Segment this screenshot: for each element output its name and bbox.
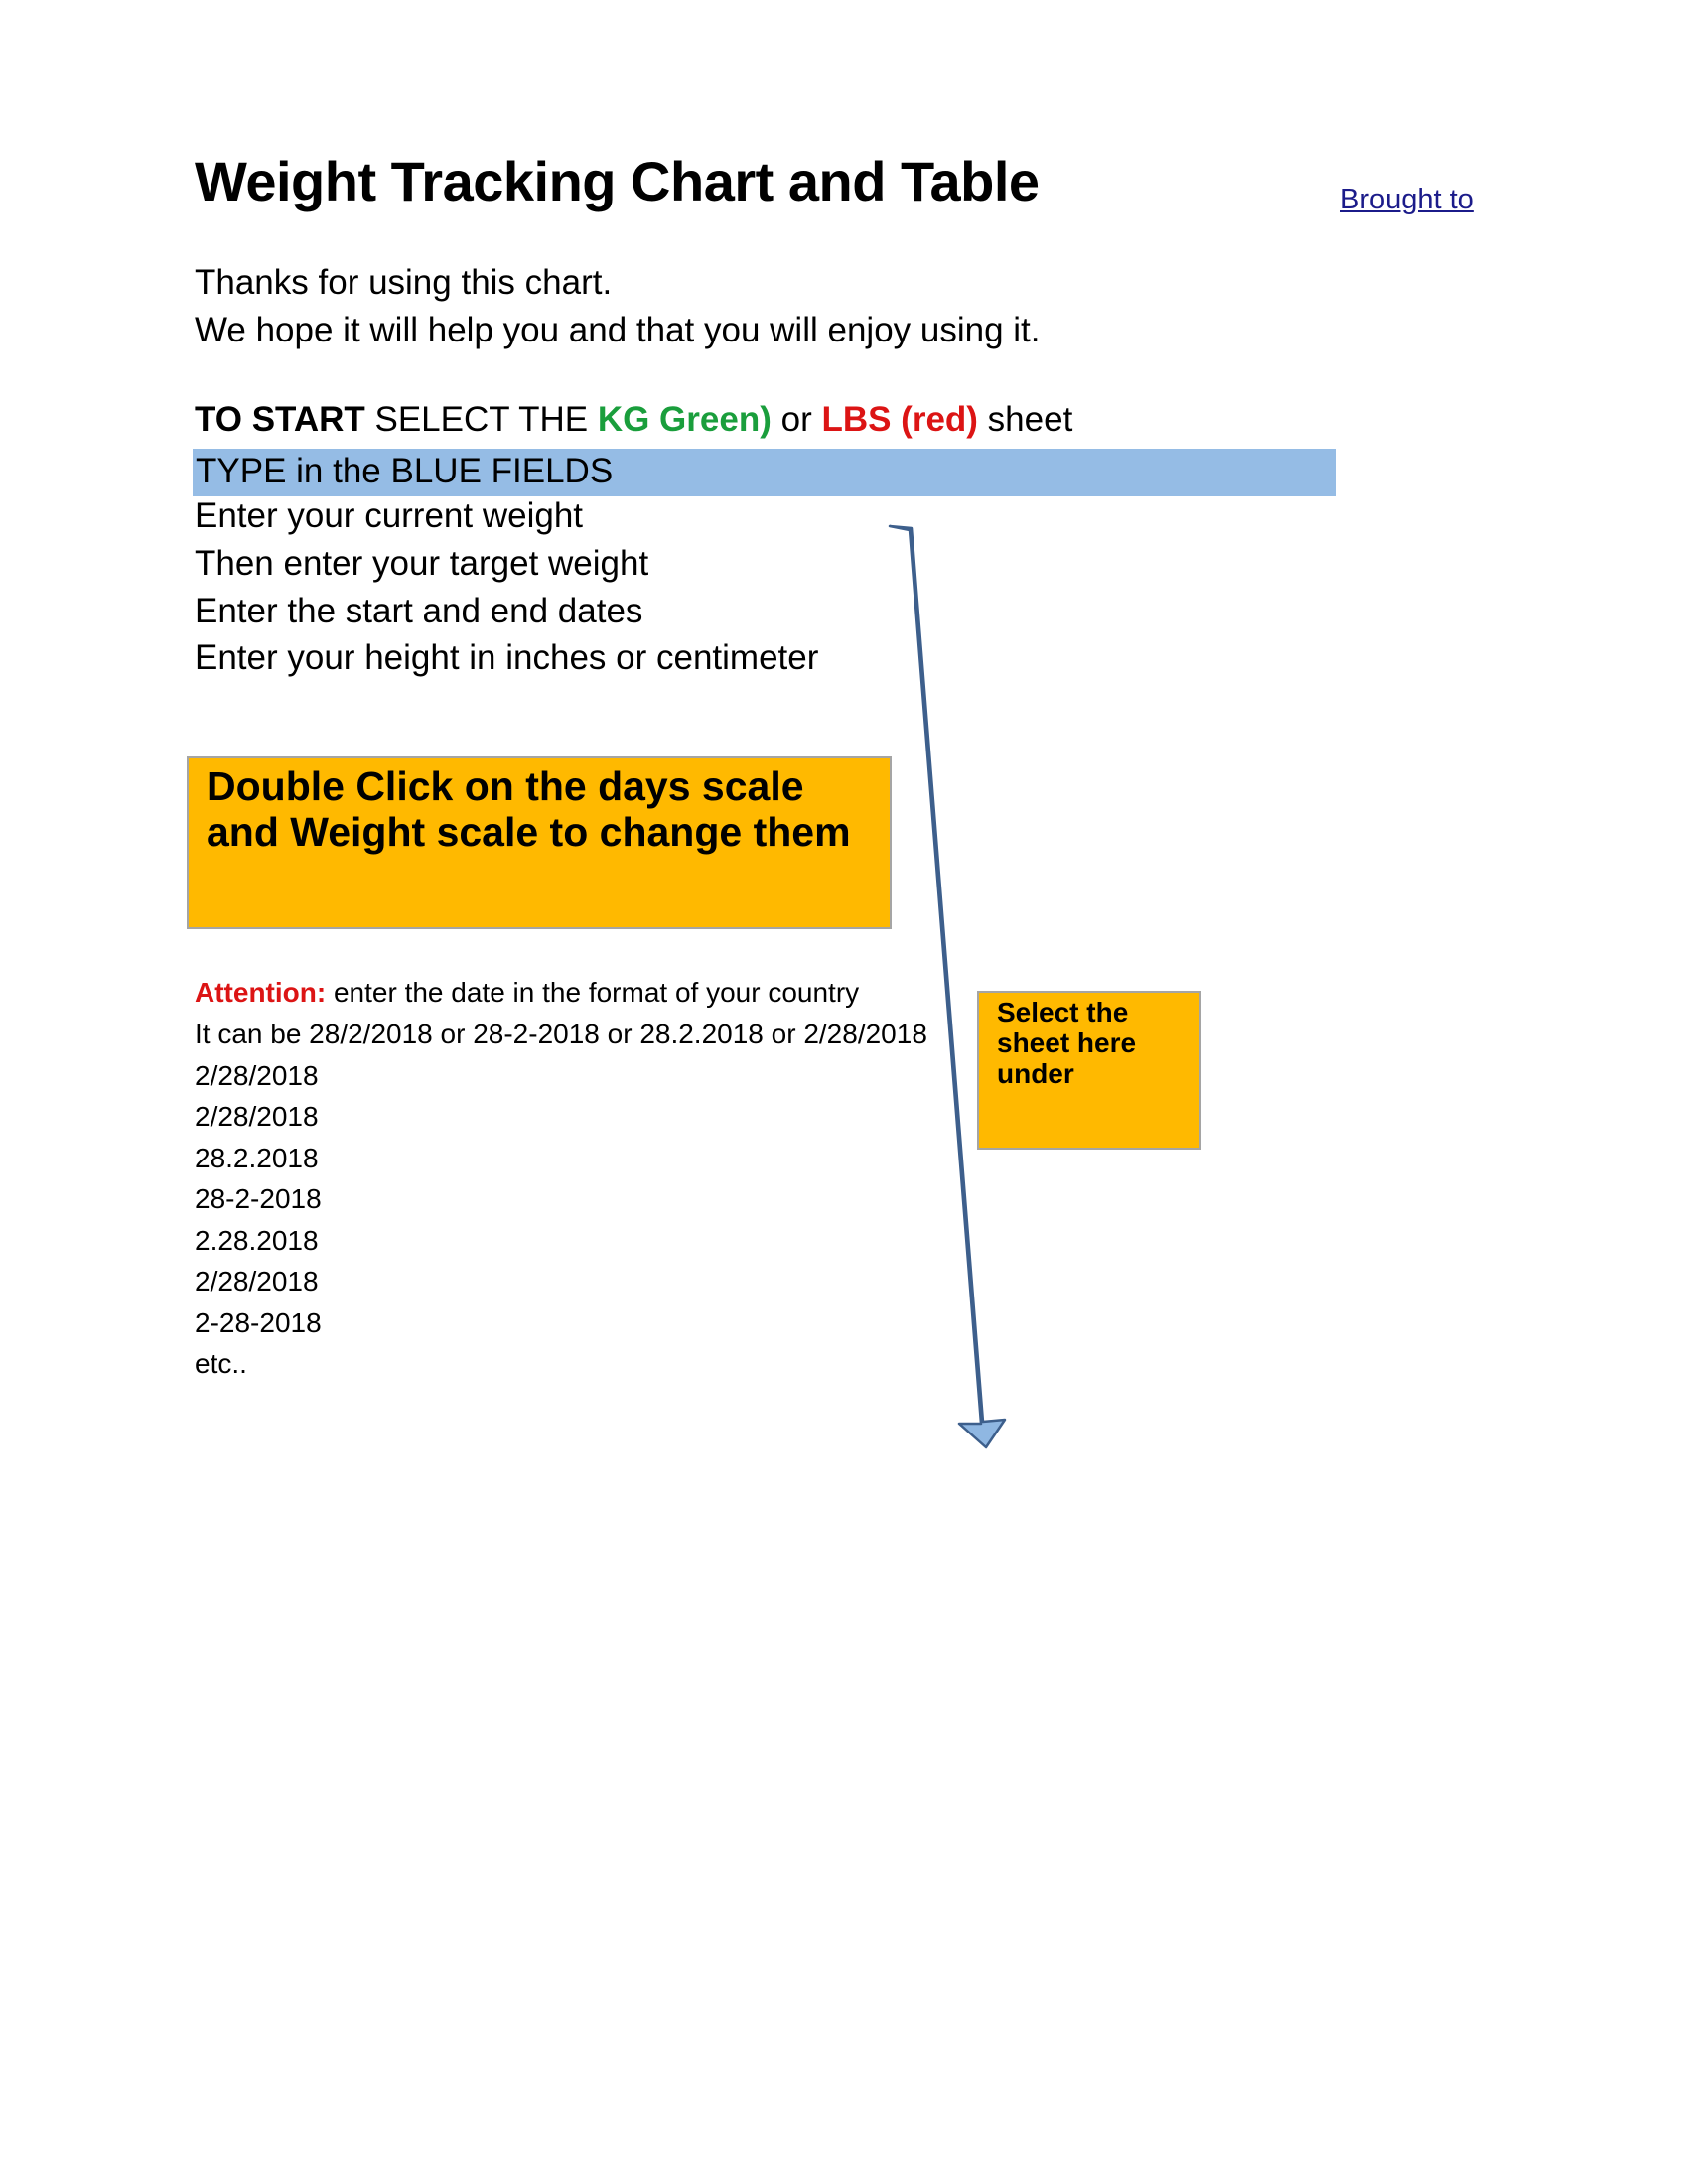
date-example-etc: etc.. — [195, 1348, 247, 1379]
step-current-weight: Enter your current weight — [195, 496, 584, 535]
kg-sheet-label: KG Green) — [597, 400, 772, 439]
arrow-down-shape — [890, 526, 1005, 1447]
date-example: 2/28/2018 — [195, 1266, 319, 1297]
start-text-2: or — [771, 400, 822, 439]
intro-line-2: We hope it will help you and that you will enjoy using it. — [195, 311, 1041, 349]
select-sheet-callout-text: Select the sheet here under — [997, 997, 1137, 1089]
attention-label: Attention: — [195, 977, 327, 1008]
select-sheet-callout — [977, 991, 1201, 1150]
scale-callout-text: Double Click on the days scale and Weight scale to change them — [207, 763, 851, 855]
date-example: 28.2.2018 — [195, 1143, 319, 1173]
date-example: 2/28/2018 — [195, 1101, 319, 1132]
intro-line-1: Thanks for using this chart. — [195, 263, 613, 302]
date-format-examples: It can be 28/2/2018 or 28-2-2018 or 28.2.2018 or 2/28/2018 — [195, 1019, 927, 1049]
start-text-1: SELECT THE — [364, 400, 598, 439]
attention-text: enter the date in the format of your country — [326, 977, 860, 1008]
step-height: Enter your height in inches or centimeter — [195, 638, 819, 677]
date-example: 2/28/2018 — [195, 1060, 319, 1091]
step-dates: Enter the start and end dates — [195, 592, 643, 630]
start-text-3: sheet — [977, 400, 1073, 439]
lbs-sheet-label: LBS (red) — [821, 400, 978, 439]
brought-to-link[interactable]: Brought to — [1340, 184, 1474, 215]
step-target-weight: Then enter your target weight — [195, 544, 649, 583]
blue-fields-text: TYPE in the BLUE FIELDS — [196, 452, 614, 490]
date-example: 2-28-2018 — [195, 1307, 322, 1338]
page-title: Weight Tracking Chart and Table — [195, 150, 1040, 212]
date-example: 28-2-2018 — [195, 1183, 322, 1214]
start-prefix: TO START — [195, 400, 365, 439]
date-example: 2.28.2018 — [195, 1225, 319, 1256]
